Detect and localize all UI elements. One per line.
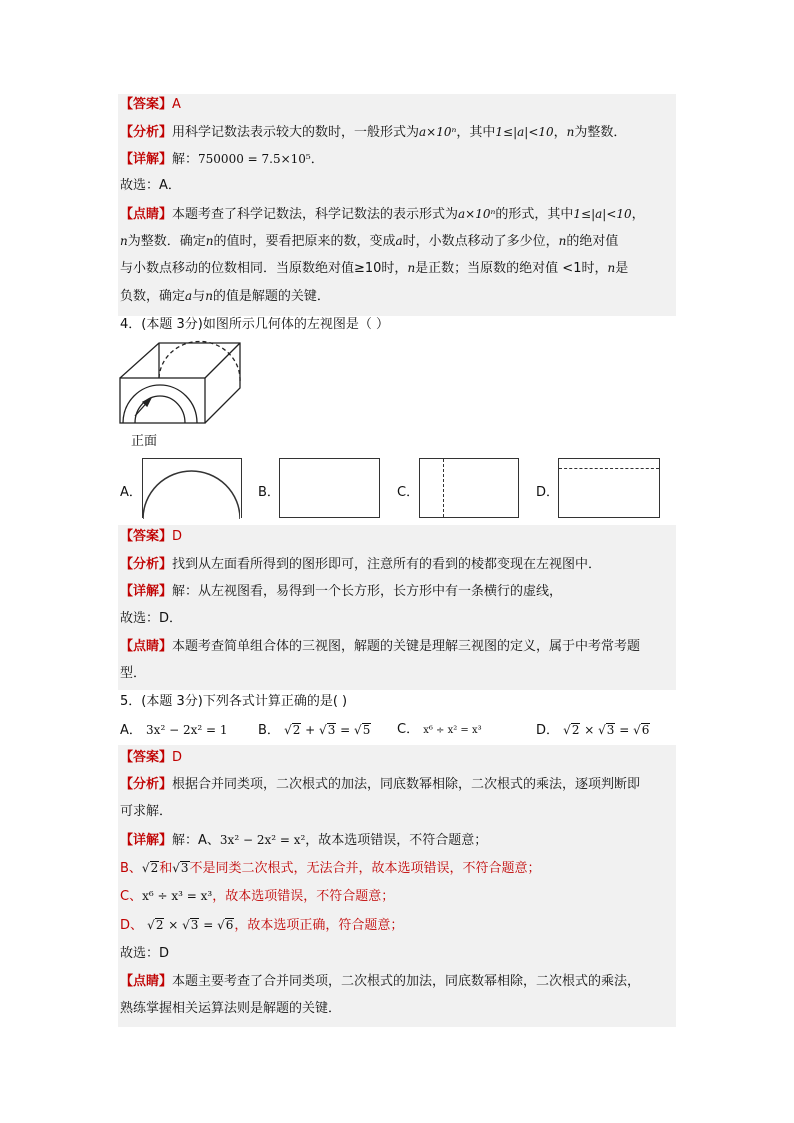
analysis-text: 找到从左面看所得到的图形即可，注意所有的看到的棱都变现在左视图中．	[172, 557, 602, 572]
comment-text: 本题考查了科学记数法，科学记数法的表示形式为	[172, 207, 459, 222]
detail-text: ，故本选项错误，不符合题意；	[212, 889, 395, 904]
analysis-text: 为整数．	[574, 125, 627, 140]
q4-solid-figure	[115, 338, 250, 428]
detail-text: 不是同类二次根式，无法合并，故本选项错误，不符合题意；	[189, 861, 541, 876]
radicand: 2	[150, 861, 159, 875]
detail-text: 和	[159, 861, 173, 876]
comment-tag: 【点睛】	[120, 207, 173, 222]
answer-value: D	[172, 529, 183, 544]
option-d-label: D．	[536, 485, 560, 500]
option-c-label: C．	[397, 485, 420, 500]
q5-question: 5．(本题 3分)下列各式计算正确的是( )	[120, 694, 348, 709]
q4-comment-line-1	[120, 635, 676, 659]
sqrt-expr: √3	[319, 723, 336, 737]
comment-text: 时，小数点移动了多少位，	[402, 234, 559, 249]
option-b-figure	[279, 458, 380, 518]
comment-text: 本题考查简单组合体的三视图，解题的关键是理解三视图的定义，属于中考常考题	[172, 639, 641, 654]
q5-answer-line	[120, 746, 676, 770]
radicand: 3	[180, 861, 189, 875]
semicircle-shape	[143, 459, 240, 519]
detail-text: ，故本选项错误，不符合题意；	[305, 833, 488, 848]
math-op: =	[615, 723, 634, 737]
vertical-dashed-line	[443, 459, 444, 517]
answer-value: D	[172, 750, 183, 765]
option-a-label: A．	[120, 485, 142, 500]
q5-detail-line-b	[120, 856, 676, 880]
sqrt-expr: √2	[147, 918, 164, 932]
sqrt-expr: √6	[633, 723, 650, 737]
q4-question: 4．(本题 3分)如图所示几何体的左视图是（ ）	[120, 317, 389, 332]
math-expr: n	[205, 289, 213, 303]
option-label: D．	[536, 723, 560, 738]
q4-detail-line	[120, 580, 676, 604]
math-op: +	[301, 723, 320, 737]
q5-detail-line-a	[120, 828, 676, 852]
sqrt-expr: √2	[563, 723, 580, 737]
detail-text: 解：	[172, 152, 199, 167]
answer-value: A	[172, 97, 181, 112]
q5-comment-line-1	[120, 970, 676, 994]
detail-tag: 【详解】	[120, 152, 173, 167]
radicand: 3	[327, 723, 336, 737]
detail-tag: 【详解】	[120, 833, 173, 848]
q5-option-b	[258, 718, 388, 742]
math-op: =	[199, 918, 218, 932]
answer-tag: 【答案】	[120, 750, 173, 765]
math-expr: 1≤|a|<10	[495, 125, 554, 139]
analysis-text: 用科学记数法表示较大的数时，一般形式为	[172, 125, 420, 140]
q5-analysis-line-1	[120, 773, 676, 797]
analysis-tag: 【分析】	[120, 557, 173, 572]
math-expr: 750000 = 7.5×10⁵	[198, 152, 311, 166]
q3-comment-line-2	[120, 229, 676, 253]
detail-text: C、	[120, 889, 143, 904]
q3-detail-line	[120, 147, 676, 171]
radicand: 2	[571, 723, 580, 737]
math-op: =	[336, 723, 355, 737]
sqrt-expr: √5	[354, 723, 371, 737]
radicand: 3	[606, 723, 615, 737]
q4-comment-line-2: 型．	[120, 666, 147, 681]
detail-text: 解：A、	[172, 833, 220, 848]
math-expr: 1≤|a|<10	[573, 207, 632, 221]
comment-text: 的形式，其中	[495, 207, 574, 222]
q4-choose-line: 故选：D．	[120, 611, 183, 626]
detail-text: ，故本选项正确，符合题意；	[234, 918, 404, 933]
sqrt-expr: √6	[217, 918, 234, 932]
q5-option-c	[397, 718, 527, 742]
math-expr: a×10ⁿ	[419, 125, 457, 139]
math-expr: a	[395, 234, 403, 248]
option-a-figure	[142, 458, 242, 518]
q5-detail-line-c	[120, 884, 676, 908]
math-op: ×	[580, 723, 599, 737]
sqrt-expr: √3	[598, 723, 615, 737]
radicand: 6	[225, 918, 234, 932]
analysis-tag: 【分析】	[120, 125, 173, 140]
q3-analysis-line	[120, 120, 676, 144]
radicand: 6	[641, 723, 650, 737]
q3-answer-line	[120, 93, 676, 117]
comment-text: 的值是解题的关键．	[212, 289, 330, 304]
analysis-text: ，其中	[456, 125, 496, 140]
comment-text: 负数，确定	[120, 289, 186, 304]
q5-analysis-line-2: 可求解．	[120, 804, 173, 819]
radicand: 5	[362, 723, 371, 737]
q3-comment-line-3	[120, 256, 676, 280]
sqrt-expr: √3	[182, 918, 199, 932]
math-expr: n	[407, 261, 416, 275]
detail-tag: 【详解】	[120, 584, 173, 599]
detail-text: 解：从左视图看，易得到一个长方形，长方形中有一条横行的虚线，	[172, 584, 563, 599]
q3-comment-line-1	[120, 202, 676, 226]
q4-analysis-line	[120, 553, 676, 577]
radicand: 2	[292, 723, 301, 737]
analysis-text: 根据合并同类项，二次根式的加法，同底数幂相除，二次根式的乘法，逐项判断即	[172, 777, 641, 792]
front-label: 正面	[131, 434, 158, 449]
comment-text: ，	[631, 207, 645, 222]
analysis-tag: 【分析】	[120, 777, 173, 792]
q3-choose-line: 故选：A．	[120, 178, 181, 193]
sqrt-expr: √3	[172, 861, 189, 875]
math-expr: 3x² − 2x² = 1	[146, 723, 228, 737]
option-c-figure	[419, 458, 519, 518]
q5-option-d	[536, 718, 676, 742]
q4-answer-line	[120, 525, 676, 549]
math-expr: n	[558, 234, 567, 248]
sqrt-expr: √2	[141, 861, 159, 875]
detail-text: ．	[310, 152, 324, 167]
math-expr: n	[120, 234, 128, 248]
q5-option-a	[120, 718, 260, 742]
math-expr: 3x² − 2x² = x²	[219, 833, 306, 847]
q5-detail-line-d	[120, 913, 676, 937]
comment-text: 是	[615, 261, 629, 276]
comment-text: 为整数．确定	[127, 234, 206, 249]
math-expr: n	[607, 261, 616, 275]
radicand: 2	[155, 918, 164, 932]
option-label: A．	[120, 723, 142, 738]
math-expr: n	[205, 234, 214, 248]
comment-text: 的绝对值	[566, 234, 619, 249]
sqrt-expr: √2	[284, 723, 301, 737]
answer-tag: 【答案】	[120, 97, 173, 112]
comment-text: 与	[192, 289, 206, 304]
q5-comment-line-2: 熟练掌握相关运算法则是解题的关键．	[120, 1001, 342, 1016]
comment-tag: 【点睛】	[120, 974, 173, 989]
math-expr: a	[185, 289, 193, 303]
q3-comment-line-4	[120, 284, 676, 308]
q5-choose-line: 故选：D	[120, 946, 170, 961]
option-label: C．	[397, 722, 420, 737]
option-b-label: B．	[258, 485, 280, 500]
option-label: B．	[258, 723, 280, 738]
comment-text: 的值时，要看把原来的数，变成	[213, 234, 396, 249]
comment-tag: 【点睛】	[120, 639, 173, 654]
answer-tag: 【答案】	[120, 529, 173, 544]
math-expr: a×10ⁿ	[458, 207, 496, 221]
option-d-figure	[558, 458, 660, 518]
math-expr: x⁶ ÷ x² = x³	[423, 725, 482, 736]
detail-text: D、	[120, 918, 144, 933]
math-expr: n	[566, 125, 575, 139]
detail-text: B、	[120, 861, 142, 876]
math-expr: x⁶ ÷ x³ = x³	[142, 889, 213, 903]
comment-text: 本题主要考查了合并同类项，二次根式的加法，同底数幂相除，二次根式的乘法，	[172, 974, 641, 989]
radicand: 3	[190, 918, 199, 932]
analysis-text: ，	[553, 125, 567, 140]
comment-text: 与小数点移动的位数相同．当原数绝对值≥10时，	[120, 261, 408, 276]
math-op: ×	[164, 918, 183, 932]
horizontal-dashed-line	[559, 468, 659, 469]
comment-text: 是正数；当原数的绝对值 <1时，	[415, 261, 608, 276]
